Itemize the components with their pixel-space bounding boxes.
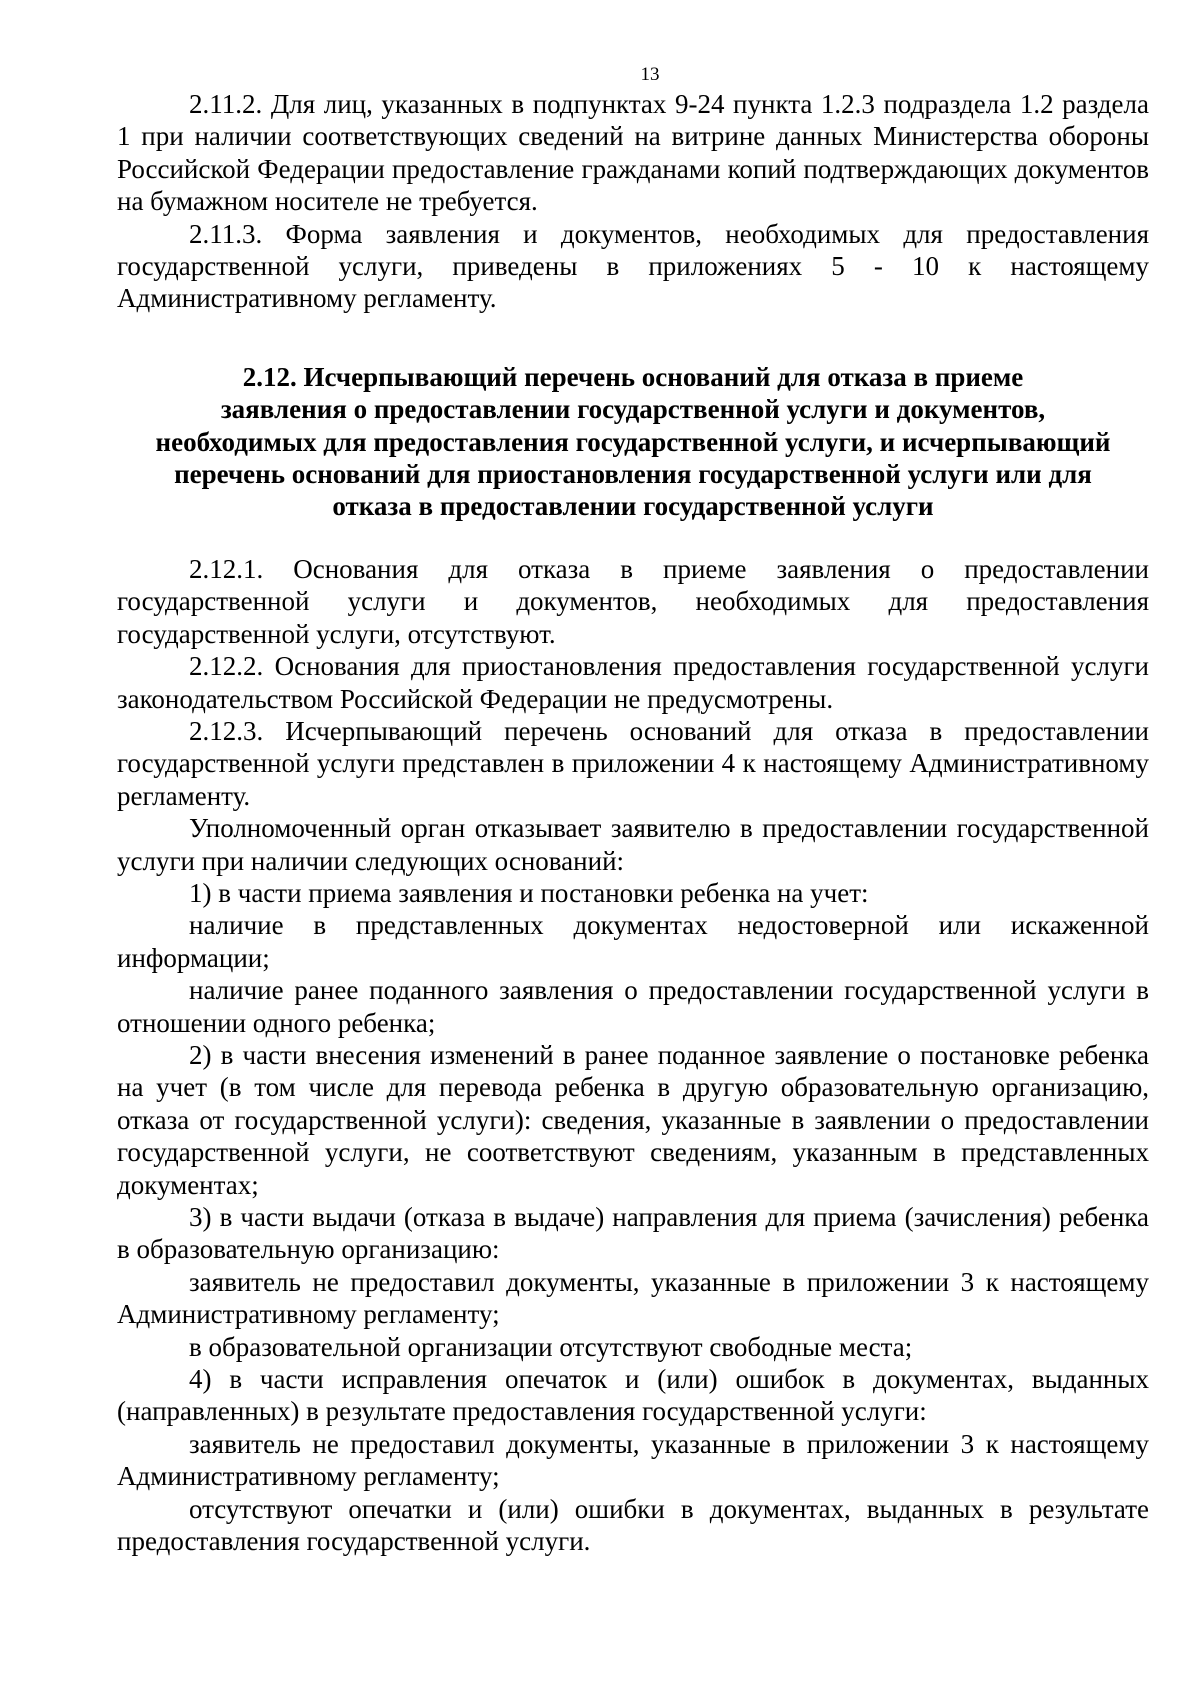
list-item-3-reason-a: заявитель не предоставил документы, указанные в приложении 3 к настоящему Административному регламенту; (117, 1266, 1149, 1330)
paragraph-refusal-intro: Уполномоченный орган отказывает заявителю в предоставлении государственной услуги при наличии следующих оснований: (117, 813, 1149, 876)
list-item-2: 2) в части внесения изменений в ранее поданное заявление о постановке ребенка на учет (в том числе для перевода ребенка в другую образовательную организацию, отказа от государственной услуги): сведения, указанные в заявлении о предоставлении государственной услуги, не соответствуют сведениям, указанным в представленных документах; (117, 1039, 1149, 1200)
list-item-1-reason-a: наличие в представленных документах недостоверной или искаженной информации; (117, 910, 1149, 973)
paragraph-2-12-1: 2.12.1. Основания для отказа в приеме заявления о предоставлении государственной услуги и документов, необходимых для предоставления государственной услуги, отсутствуют. (117, 553, 1149, 649)
list-item-3: 3) в части выдачи (отказа в выдаче) направления для приема (зачисления) ребенка в образовательную организацию: (117, 1202, 1149, 1265)
page-number: 13 (640, 64, 660, 85)
list-item-1: 1) в части приема заявления и постановки ребенка на учет: (189, 877, 869, 908)
list-item-1-reason-b: наличие ранее поданного заявления о предоставлении государственной услуги в отношении одного ребенка; (117, 975, 1149, 1038)
heading-line: необходимых для предоставления государственной услуги, и исчерпывающий (155, 426, 1111, 457)
heading-line: перечень оснований для приостановления государственной услуги или для (174, 459, 1092, 490)
list-item-4: 4) в части исправления опечаток и (или) ошибок в документах, выданных (направленных) в результате предоставления государственной услуги: (117, 1364, 1149, 1427)
heading-line: отказа в предоставлении государственной услуги (332, 491, 934, 522)
spacer (117, 523, 1149, 553)
heading-line: заявления о предоставлении государственной услуги и документов, (220, 394, 1046, 425)
spacer (117, 315, 1149, 361)
paragraph-2-12-2: 2.12.2. Основания для приостановления предоставления государственной услуги законодательством Российской Федерации не предусмотрены. (117, 651, 1149, 714)
list-item-4-reason-b: отсутствуют опечатки и (или) ошибки в документах, выданных в результате предоставления государственной услуги. (117, 1493, 1149, 1557)
document-page (117, 64, 1149, 1557)
section-heading-2-12 (117, 361, 1149, 523)
paragraph-2-12-3: 2.12.3. Исчерпывающий перечень оснований для отказа в предоставлении государственной услуги представлен в приложении 4 к настоящему Административному регламенту. (117, 715, 1149, 811)
paragraph-2-11-3: 2.11.3. Форма заявления и документов, необходимых для предоставления государственной услуги, приведены в приложениях 5 - 10 к настоящему Административному регламенту. (117, 218, 1149, 314)
list-item-3-reason-b: в образовательной организации отсутствуют свободные места; (189, 1331, 913, 1362)
heading-line: 2.12. Исчерпывающий перечень оснований для отказа в приеме (242, 361, 1024, 392)
paragraph-2-11-2: 2.11.2. Для лиц, указанных в подпунктах 9-24 пункта 1.2.3 подраздела 1.2 раздела 1 при наличии соответствующих сведений на витрине данных Министерства обороны Российской Федерации предоставление гражданами копий подтверждающих документов на бумажном носителе не требуется. (117, 89, 1149, 217)
list-item-4-reason-a: заявитель не предоставил документы, указанные в приложении 3 к настоящему Административному регламенту; (117, 1428, 1149, 1492)
